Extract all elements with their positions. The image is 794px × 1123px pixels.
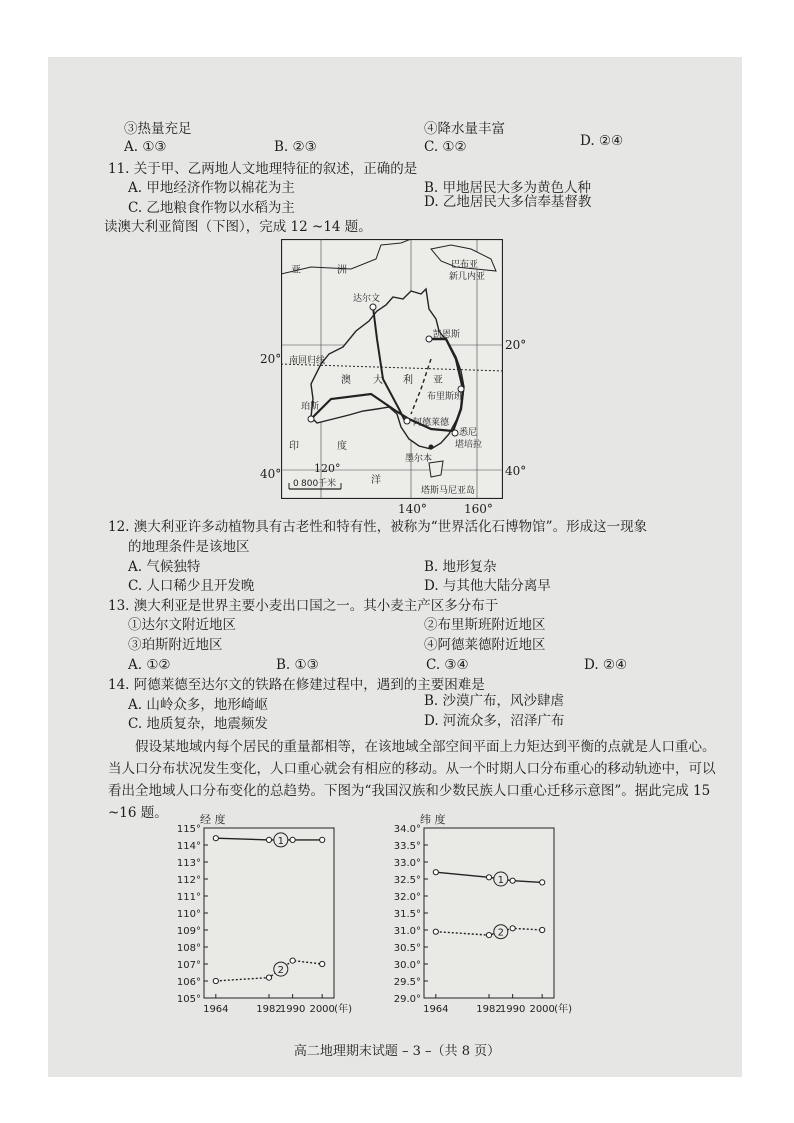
q12-option-b: B. 地形复杂 (424, 559, 497, 575)
lat-series-0-point-0 (433, 870, 438, 875)
q10-option-d: D. ②④ (580, 133, 624, 149)
label-aus-1: 澳 (341, 375, 351, 386)
lon-series-1-point-0 (213, 978, 218, 983)
q14-option-b: B. 沙漠广布，风沙肆虐 (424, 693, 565, 709)
lat-xlabel: (年) (554, 1004, 572, 1015)
q11-option-c: C. 乙地粮食作物以水稻为主 (128, 200, 295, 216)
q13-option-d: D. ②④ (584, 657, 628, 673)
lat-series-0-point-3 (540, 880, 545, 885)
lon-xtick-label-3: 2000 (309, 1004, 335, 1015)
q14-stem: 14. 阿德莱德至达尔文的铁路在修建过程中，遇到的主要困难是 (108, 677, 485, 693)
lon-series-0-point-0 (213, 836, 218, 841)
lat-ytick-label-10: 34.0° (393, 824, 421, 835)
lon-series-0-point-1 (266, 837, 271, 842)
q12-option-a: A. 气候独特 (128, 559, 201, 575)
lat-plot-frame (424, 828, 554, 998)
lat-ytick-label-3: 30.5° (393, 943, 421, 954)
lat-ytick-label-5: 31.5° (393, 909, 421, 920)
q13-option-b: B. ①③ (276, 657, 319, 673)
lat-ytick-label-1: 29.5° (393, 977, 421, 988)
q13-item-1: ①达尔文附近地区 (128, 617, 236, 633)
chart-latitude (380, 810, 590, 1030)
map-intro: 读澳大利亚简图（下图），完成 12 ~14 题。 (104, 219, 372, 235)
lon-xtick-label-1: 1982 (256, 1004, 282, 1015)
lon-ytick-label-4: 109° (176, 926, 201, 937)
lat-series-1-name: 2 (497, 927, 505, 939)
city-sydney (452, 430, 458, 436)
q14-option-c: C. 地质复杂，地震频发 (128, 716, 268, 732)
lat-40-left: 40° (260, 467, 282, 481)
label-sydney: 悉尼 (459, 428, 478, 438)
label-perth: 珀斯 (301, 402, 320, 412)
label-tropic: 南回归线 (289, 356, 326, 366)
q10-option-a: A. ①③ (124, 139, 167, 155)
q13-item-2: ②布里斯班附近地区 (424, 617, 546, 633)
label-aus-2: 大 (373, 375, 383, 386)
lon-ytick-label-2: 107° (176, 960, 201, 971)
q11-option-d: D. 乙地居民大多信奉基督教 (424, 194, 592, 210)
lat-series-0-point-1 (486, 875, 491, 880)
lon-ytick-label-9: 114° (176, 841, 201, 852)
lon-ytick-label-10: 115° (176, 824, 201, 835)
lat-series-1-point-1 (486, 933, 491, 938)
lat-xtick-label-2: 1990 (499, 1004, 526, 1015)
q10-option-b: B. ②③ (274, 139, 317, 155)
lon-160: 160° (464, 502, 493, 516)
lat-ytick-label-4: 31.0° (393, 926, 421, 937)
q10-option-c: C. ①② (424, 139, 467, 155)
label-canberra: 堪培拉 (455, 440, 483, 450)
lon-140: 140° (398, 502, 427, 516)
lat-ytick-label-0: 29.0° (393, 994, 421, 1005)
lon-plot-frame (204, 828, 334, 998)
chart-longitude (160, 810, 360, 1030)
lat-20-right: 20° (505, 338, 527, 352)
label-aus-4: 亚 (433, 375, 443, 386)
city-melbourne (429, 445, 434, 450)
lat-xtick-label-3: 2000 (529, 1004, 555, 1015)
q12-option-d: D. 与其他大陆分离早 (424, 578, 551, 594)
q13-option-c: C. ③④ (426, 657, 469, 673)
city-perth (308, 416, 314, 422)
q12-stem-1: 12. 澳大利亚许多动植物具有古老性和特有性，被称为“世界活化石博物馆”。形成这一现象 (108, 519, 648, 535)
lon-series-0-name: 1 (277, 835, 285, 847)
lon-120: 120° (314, 462, 341, 475)
lon-xtick-label-2: 1990 (279, 1004, 306, 1015)
lat-xtick-label-1: 1982 (476, 1004, 502, 1015)
lat-series-1-point-0 (433, 929, 438, 934)
q11-option-a: A. 甲地经济作物以棉花为主 (128, 180, 295, 196)
label-tasmania: 塔斯马尼亚岛 (421, 486, 476, 496)
city-adelaide (404, 418, 410, 424)
q13-option-a: A. ①② (128, 657, 171, 673)
label-cairns: 凯恩斯 (433, 330, 461, 340)
label-indian-1: 印 (289, 441, 299, 452)
lon-ytick-label-1: 106° (176, 977, 201, 988)
q14-option-d: D. 河流众多，沼泽广布 (424, 713, 565, 729)
q13-item-3: ③珀斯附近地区 (128, 637, 223, 653)
city-darwin (370, 304, 376, 310)
city-cairns (426, 336, 432, 342)
lon-xlabel: (年) (334, 1004, 352, 1015)
lon-series-1-point-3 (320, 961, 325, 966)
lat-series-1-point-3 (540, 927, 545, 932)
lon-ytick-label-5: 110° (176, 909, 201, 920)
page-footer: 高二地理期末试题 – 3 –（共 8 页） (293, 1044, 501, 1059)
label-png-2: 新几内亚 (449, 272, 486, 282)
label-asia-1: 亚 (291, 265, 301, 276)
q13-stem: 13. 澳大利亚是世界主要小麦出口国之一。其小麦主产区多分布于 (108, 598, 499, 614)
passage-15-16: 假设某地域内每个居民的重量都相等，在该地域全部空间平面上力矩达到平衡的点就是人口重心。当人口分布状况发生变化，人口重心就会有相应的移动。从一个时期人口分布重心的移动轨迹中，可以看出全地域人口分布变化的总趋势。下图为“我国汉族和少数民族人口重心迁移示意图”。据此完成 15 ~16 题。 (108, 739, 716, 821)
lat-ytick-label-6: 32.0° (393, 892, 421, 903)
label-indian-3: 洋 (371, 475, 381, 486)
lon-series-0-point-3 (320, 837, 325, 842)
q10-item3: ③热量充足 (124, 121, 192, 137)
lon-ylabel: 经 度 (200, 813, 226, 826)
lon-ytick-label-7: 112° (176, 875, 201, 886)
q11-option-b: B. 甲地居民大多为黄色人种 (424, 180, 592, 196)
q14-option-a: A. 山岭众多，地形崎岖 (128, 697, 268, 713)
lat-ytick-label-2: 30.0° (393, 960, 421, 971)
lat-series-0-point-2 (510, 878, 515, 883)
lat-series-1-point-2 (510, 926, 515, 931)
q10-item4: ④降水量丰富 (424, 121, 505, 137)
lat-xtick-label-0: 1964 (423, 1004, 449, 1015)
scale-zero: 0 (293, 479, 299, 489)
lat-ytick-label-7: 32.5° (393, 875, 421, 886)
label-aus-3: 利 (403, 375, 413, 386)
lat-ytick-label-9: 33.5° (393, 841, 421, 852)
lon-series-0-point-2 (290, 837, 295, 842)
lon-series-1-name: 2 (277, 965, 285, 977)
lat-40-right: 40° (505, 464, 527, 478)
q11-stem: 11. 关于甲、乙两地人文地理特征的叙述，正确的是 (108, 161, 418, 177)
label-adelaide: 阿德莱德 (413, 418, 450, 428)
lat-series-0-name: 1 (497, 875, 505, 886)
label-melbourne: 墨尔本 (405, 454, 433, 464)
lon-ytick-label-6: 111° (176, 892, 201, 903)
q12-stem-2: 的地理条件是该地区 (128, 539, 250, 555)
lat-ytick-label-8: 33.0° (393, 858, 421, 869)
lon-xtick-label-0: 1964 (203, 1004, 229, 1015)
label-asia-2: 洲 (337, 265, 347, 276)
label-png: 巴布亚 (451, 260, 479, 270)
label-brisbane: 布里斯班 (427, 392, 464, 402)
q12-option-c: C. 人口稀少且开发晚 (128, 578, 255, 594)
scale-label: 800千米 (301, 479, 337, 489)
lat-ylabel: 纬 度 (420, 813, 446, 826)
lon-ytick-label-0: 105° (176, 994, 201, 1005)
label-darwin: 达尔文 (353, 294, 381, 304)
label-indian-2: 度 (337, 441, 347, 452)
lon-ytick-label-8: 113° (176, 858, 201, 869)
lon-series-1-point-1 (266, 975, 271, 980)
lon-series-1-point-2 (290, 958, 295, 963)
q13-item-4: ④阿德莱德附近地区 (424, 637, 546, 653)
lat-20-left: 20° (260, 352, 282, 366)
lon-ytick-label-3: 108° (176, 943, 201, 954)
